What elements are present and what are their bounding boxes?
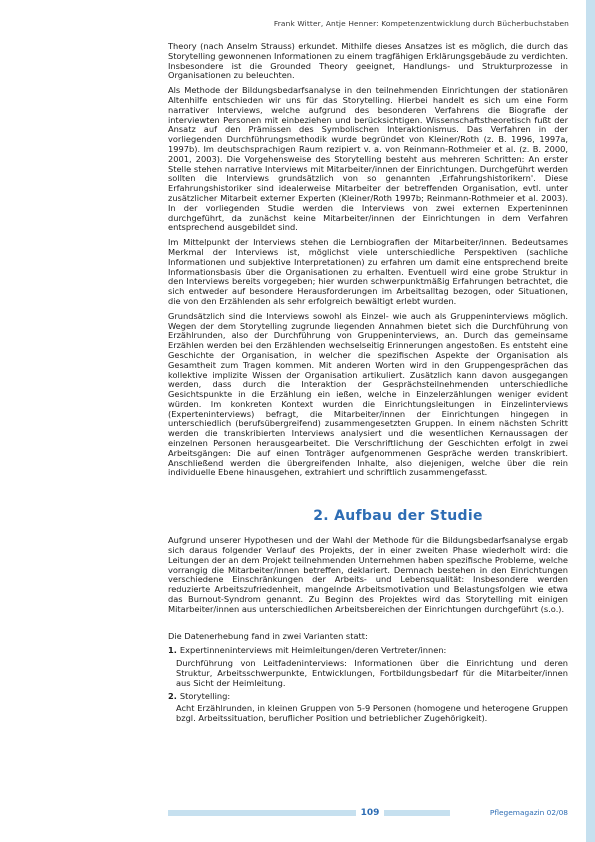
body-paragraph: Im Mittelpunkt der Interviews stehen die Lernbiografien der Mitarbeiter/innen. Bedeutsames Merkmal der Interviews ist, möglichst viele unterschiedliche Perspektiven (sachliche Informationen und subjektive Interpretationen) zu erfahren um damit eine entsprechend breite Informationsbasis über die Organisationen zu erhalten. Eventuell wird eine grobe Struktur in den Interviews bereits vorgegeben; hier wurden schwerpunktmäßig Erfahrungen betrachtet, die sich entweder auf besondere Herausforderungen im Arbeitsalltag bezogen, oder Situationen, die von den Erzählenden als sehr erfolgreich bewältigt erlebt wurden. bbox=[168, 237, 568, 306]
list-item-head bbox=[168, 692, 568, 702]
section-heading: 2. Aufbau der Studie bbox=[313, 508, 483, 525]
margin-color-tab bbox=[586, 0, 595, 842]
list-item-title: Storytelling: bbox=[179, 690, 231, 701]
footer-bar bbox=[168, 810, 356, 816]
list-item bbox=[168, 692, 568, 724]
article-body bbox=[168, 42, 568, 727]
list-item-body: Durchführung von Leitfadeninterviews: Informationen über die Einrichtung und deren Struktur, Arbeitsschwerpunkte, Entwicklungen, Fortbildungsbedarf für die Mitarbeiter/innen aus Sicht der Heimleitung. bbox=[176, 658, 568, 688]
body-paragraph: Als Methode der Bildungsbedarfsanalyse in den teilnehmenden Einrichtungen der stationären Altenhilfe entschieden wir uns für das Storytelling. Hierbei handelt es sich um eine Form narrativer Interviews, welche aufgrund des besonderen Verfahrens die Biografie der interviewten Personen mit einbeziehen und berücksichtigen. Wissenschaftstheoretisch fußt der Ansatz auf den Prämissen des Symbolischen Interaktionismus. Das Verfahren in der vorliegenden Durchführungsmethodik wurde begründet von Kleiner/Roth (z. B. 1996, 1997a, 1997b). Im deutschsprachigen Raum rezipiert v. a. von Reinmann-Rothmeier et al. (z. B. 2000, 2001, 2003). Die Vorgehensweise des Storytelling besteht aus mehreren Schritten: An erster Stelle stehen narrative Interviews mit Mitarbeiter/innen der Einrichtungen. Durchgeführt werden sollten die Interviews grundsätzlich von so genannten ‚Erfahrungshistorikern'. Diese Erfahrungshistoriker sind idealerweise Mitarbeiter der betreffenden Organisation, evtl. unter zusätzlicher Mitarbeit externer Experten (Kleiner/Roth 1997b; Reinmann-Rothmeier et al. 2003). In der vorliegenden Studie werden die Interviews von zwei externen Experteninnen durchgeführt, da zunächst keine Mitarbeiter/innen der Einrichtungen in dem Verfahren entsprechend ausgebildet sind. bbox=[168, 85, 568, 233]
running-head: Frank Witter, Antje Henner: Kompetenzentwicklung durch Bücherbuchstaben bbox=[273, 19, 569, 28]
body-paragraph: Theory (nach Anselm Strauss) erkundet. Mithilfe dieses Ansatzes ist es möglich, die durch das Storytelling gewonnenen Informationen zu einem tragfähigen Erklärungsgebäude zu verdichten. Insbesondere ist die Grounded Theory geeignet, Handlungs- und Strukturprozesse in Organisationen zu beleuchten. bbox=[168, 41, 568, 81]
list-item-body: Acht Erzählrunden, in kleinen Gruppen von 5-9 Personen (homogene und heterogene Gruppen bzgl. Arbeitssituation, beruflicher Position und betrieblicher Zugehörigkeit). bbox=[176, 703, 568, 724]
section-paragraph: Aufgrund unserer Hypothesen und der Wahl der Methode für die Bildungsbedarfsanalyse ergab sich daraus folgender Verlauf des Projekts, der in einer zweiten Phase wiederholt wird: die Leitungen der an dem Projekt teilnehmenden Unternehmen haben spezifische Probleme, welche vorrangig die Mitarbeiter/innen betreffen, deklariert. Demnach bestehen in den Einrichtungen verschiedene Einschränkungen der Arbeits- und Lebensqualität: Insbesondere werden reduzierte Arbeitszufriedenheit, mangelnde Arbeitsmotivation und Belastungsfolgen wie etwa das Burnout-Syndrom genannt. Zu Beginn des Projektes wird das Storytelling mit einigen Mitarbeiter/innen aus unterschiedlichen Arbeitsbereichen der Einrichtungen durchgeführt (s.o.). bbox=[168, 535, 568, 614]
page-number: 109 bbox=[360, 808, 380, 818]
list-item-number: 2. bbox=[168, 690, 177, 701]
list-item-head bbox=[168, 646, 568, 656]
page-footer bbox=[168, 806, 568, 820]
list-item-number: 1. bbox=[168, 645, 177, 656]
journal-name: Pflegemagazin 02/08 bbox=[489, 808, 568, 817]
list-item bbox=[168, 646, 568, 688]
body-paragraph: Grundsätzlich sind die Interviews sowohl als Einzel- wie auch als Gruppeninterviews möglich. Wegen der dem Storytelling zugrunde liegenden Annahmen bietet sich die Durchführung von Erzählrunden, also der Durchführung von Gruppeninterviews, an. Durch das gemeinsame Erzählen werden bei den Erzählenden wechselseitig Erinnerungen angestoßen. Es entsteht eine Geschichte der Organisation, in welcher die spezifischen Aspekte der Organisation als Gesamtheit zum Tragen kommen. Mit anderen Worten wird in den Gruppengesprächen das kollektive implizite Wissen der Organisation artikuliert. Zusätzlich kann davon ausgegangen werden, dass durch die Interaktion der Gesprächsteilnehmenden unterschiedliche Gesichtspunkte in die Erzählung ein ießen, welche in Einzelerzählungen weniger evident würden. Im konkreten Kontext wurden die Einrichtungsleitungen in Einzelinterviews (Experteninterviews) befragt, die Mitarbeiter/innen der Einrichtungen hingegen in unterschiedlich (berufsübergreifend) zusammengesetzten Gruppen. In einem nächsten Schritt werden die transkribierten Interviews analysiert und die wesentlichen Kernaussagen der einzelnen Personen herausgearbeitet. Die Verschriftlichung der Geschichten erfolgt in zwei Arbeitsgängen: Die auf einen Tonträger aufgenommenen Gespräche werden transkribiert. Anschließend werden die übergreifenden Inhalte, also diejenigen, welche über die rein individuelle Ebene hinausgehen, extrahiert und schriftlich zusammengefasst. bbox=[168, 310, 568, 478]
data-collection-list bbox=[168, 646, 568, 724]
list-item-title: Expertinneninterviews mit Heimleitungen/deren Vertreter/innen: bbox=[179, 645, 447, 656]
section-paragraph: Die Datenerhebung fand in zwei Varianten statt: bbox=[168, 630, 368, 641]
footer-bar bbox=[384, 810, 450, 816]
